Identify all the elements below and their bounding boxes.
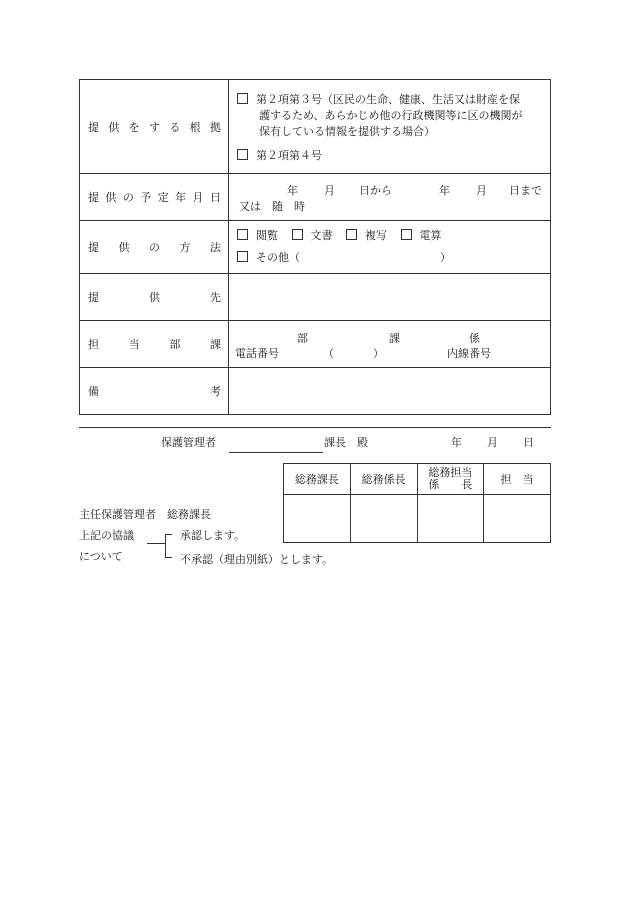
row-recipient [80, 274, 551, 321]
label-char: る [169, 120, 181, 134]
other-label: その他（ [256, 251, 300, 264]
admin-year: 年 [451, 436, 462, 449]
method-options [237, 225, 542, 247]
phone-label: 電話番号 [235, 347, 279, 360]
stamp-cell[interactable] [484, 495, 551, 543]
day-from-label: 日から [359, 184, 392, 197]
label-char: 供 [108, 120, 120, 134]
other-close: ） [440, 251, 451, 264]
method-option[interactable] [346, 229, 387, 242]
label-char: す [148, 120, 160, 134]
label-char: 提 [88, 291, 99, 304]
department-cell[interactable] [229, 321, 551, 368]
label-char: 方 [179, 241, 191, 254]
label-cell [80, 221, 229, 274]
label-char: 提 [88, 191, 99, 204]
chief-line1: 上記の協議 [79, 529, 134, 542]
phone-paren-close: ） [373, 347, 384, 360]
label-char: 予 [140, 191, 152, 204]
bracket-icon [165, 534, 172, 558]
label-char: 提 [88, 241, 99, 254]
label-recipient [80, 289, 228, 305]
label-char: 供 [149, 291, 160, 304]
label-char: 備 [88, 385, 99, 398]
label-cell [80, 174, 229, 221]
day-to-label: 日まで [509, 184, 542, 197]
label-char: を [128, 120, 140, 134]
section-label: 課 [389, 332, 400, 345]
label-department [80, 336, 228, 352]
basis-text-cont: 護するため、あらかじめ他の行政機関等に区の機関が [259, 108, 523, 122]
year-label: 年 [287, 184, 298, 197]
label-char: 根 [189, 120, 201, 134]
label-date [80, 189, 228, 205]
unit-label: 係 [469, 332, 480, 345]
reject-option[interactable]: 不承認（理由別紙）とします。 [180, 553, 334, 566]
application-form-table [79, 79, 551, 415]
label-char: 考 [210, 385, 221, 398]
label-cell [80, 321, 229, 368]
label-cell [80, 80, 229, 174]
basis-cell [229, 80, 551, 174]
method-label: 電算 [419, 229, 442, 242]
row-remarks [80, 368, 551, 415]
method-option[interactable] [401, 229, 442, 242]
label-char: 年 [175, 191, 187, 204]
stamp-cell[interactable] [350, 495, 417, 543]
label-char: 課 [209, 338, 221, 351]
phone-paren-open: （ [323, 347, 334, 360]
method-other[interactable] [237, 247, 542, 269]
basis-option-4[interactable] [237, 148, 542, 164]
method-cell [229, 221, 551, 274]
approve-option[interactable]: 承認します。 [180, 529, 246, 542]
any-time-label: 又は 随 時 [239, 200, 305, 213]
extension-label: 内線番号 [447, 347, 491, 360]
approval-stamp-table [283, 463, 551, 543]
basis-text-cont: 保有している情報を提供する場合） [259, 124, 435, 138]
admin-day: 日 [523, 436, 534, 449]
basis-option-3[interactable] [237, 92, 542, 108]
method-label: 文書 [310, 229, 333, 242]
label-char: の [122, 191, 134, 204]
row-department [80, 321, 551, 368]
label-remarks [80, 383, 228, 399]
label-char: 部 [169, 338, 181, 351]
header-general-chief: 総務係長 [350, 464, 417, 495]
stamp-cell[interactable] [417, 495, 484, 543]
header-staff: 担 当 [484, 464, 551, 495]
basis-text: 第２項第３号（区民の生命、健康、生活又は財産を保 [256, 92, 520, 106]
label-basis [80, 119, 228, 135]
label-cell [80, 274, 229, 321]
checkbox-icon[interactable] [401, 229, 412, 240]
checkbox-icon[interactable] [237, 229, 248, 240]
basis-text: 第２項第４号 [256, 148, 322, 162]
method-option[interactable] [292, 229, 333, 242]
approval-stamp-row [284, 495, 551, 543]
separator-line [79, 427, 551, 428]
label-char: 先 [210, 291, 221, 304]
label-char: 法 [210, 241, 221, 254]
method-label: 複写 [365, 229, 387, 242]
header-general-manager: 総務課長 [284, 464, 351, 495]
label-char: 供 [105, 191, 117, 204]
stamp-cell[interactable] [284, 495, 351, 543]
month-label: 月 [324, 184, 335, 197]
method-option[interactable] [237, 229, 278, 242]
label-cell [80, 368, 229, 415]
label-char: 日 [209, 191, 221, 204]
month-label: 月 [476, 184, 487, 197]
bracket-stem [147, 543, 165, 544]
method-label: 閲覧 [256, 229, 278, 242]
dept-label: 部 [297, 332, 308, 345]
label-char: 当 [128, 338, 140, 351]
label-char: 月 [192, 191, 204, 204]
label-method [80, 239, 228, 255]
admin-month: 月 [487, 436, 498, 449]
admin-name-blank[interactable] [229, 452, 323, 453]
label-char: 供 [118, 241, 130, 254]
header-general-staff-chief [417, 464, 484, 495]
chief-line2: について [79, 550, 123, 563]
recipient-cell[interactable] [229, 274, 551, 321]
year-label: 年 [439, 184, 450, 197]
checkbox-icon[interactable] [237, 149, 248, 160]
checkbox-icon[interactable] [237, 93, 248, 104]
label-char: 定 [157, 191, 169, 204]
row-method [80, 221, 551, 274]
checkbox-icon[interactable] [292, 229, 303, 240]
admin-suffix: 課長 殿 [324, 436, 368, 449]
label-char: 担 [88, 338, 99, 351]
label-char: 拠 [209, 120, 221, 134]
row-basis [80, 80, 551, 174]
admin-title: 保護管理者 [161, 436, 216, 449]
checkbox-icon[interactable] [237, 251, 248, 262]
row-date [80, 174, 551, 221]
checkbox-icon[interactable] [346, 229, 357, 240]
date-cell[interactable] [229, 174, 551, 221]
remarks-cell[interactable] [229, 368, 551, 415]
approval-header-row [284, 464, 551, 495]
label-char: の [149, 241, 160, 254]
chief-admin-title: 主任保護管理者 総務課長 [79, 508, 211, 521]
header-general-staff-chief-text: 総務担当 係 長 [428, 466, 473, 491]
label-char: 提 [88, 120, 99, 134]
